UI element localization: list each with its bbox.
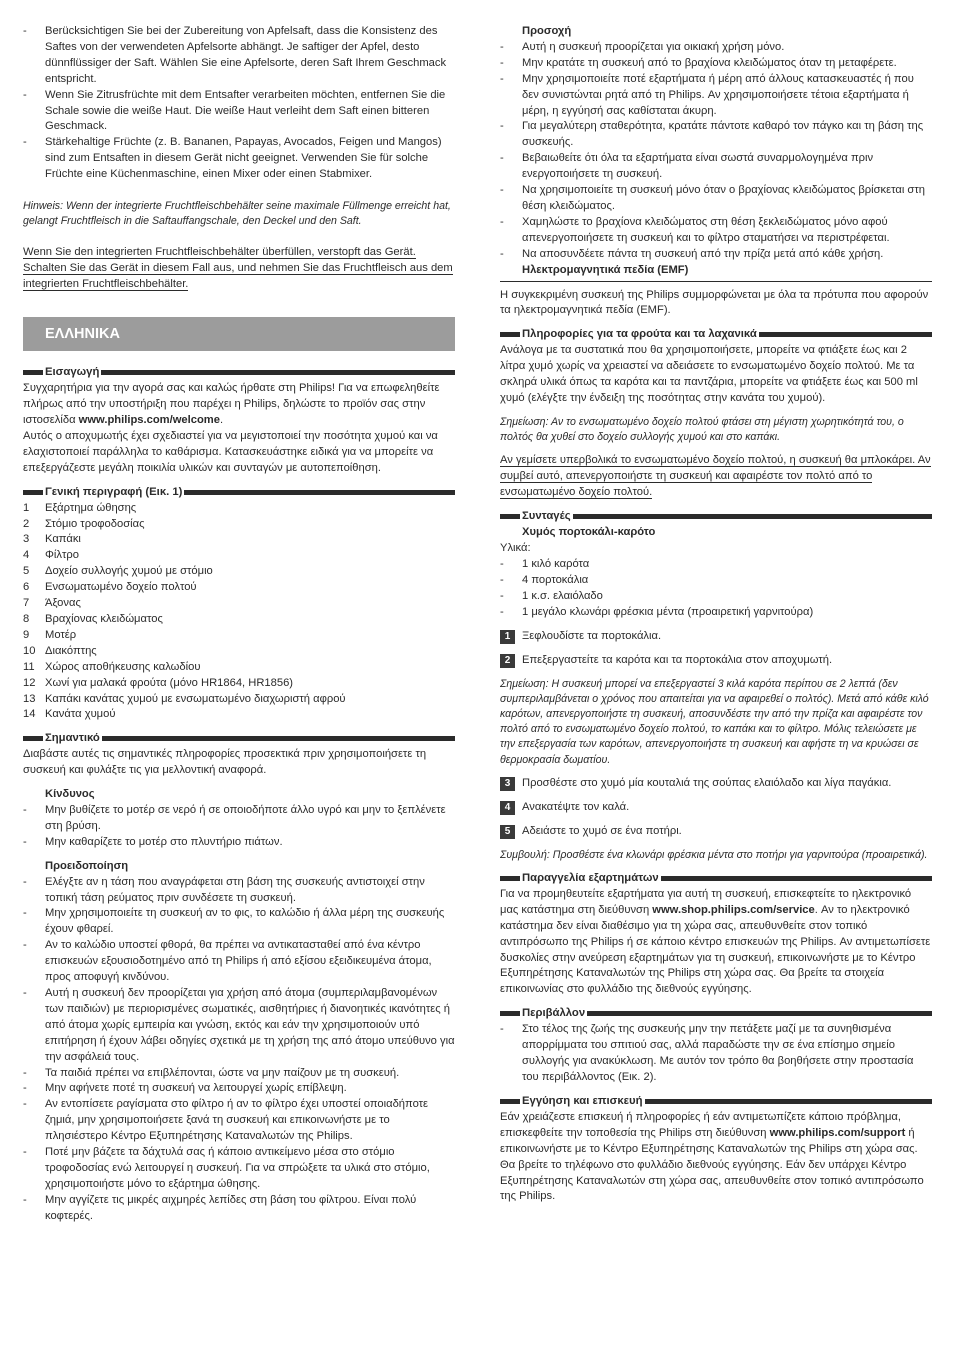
- section-heading-guarantee: Εγγύηση και επισκευή: [500, 1094, 932, 1110]
- parts-list-item: 10 Διακόπτης: [23, 644, 97, 657]
- section-heading-general: Γενική περιγραφή (Εικ. 1): [23, 485, 455, 501]
- language-banner: ΕΛΛΗΝΙΚΑ: [23, 317, 455, 351]
- section-heading-intro: Εισαγωγή: [23, 365, 455, 381]
- recipe-step-2: 2 Επεξεργαστείτε τα καρότα και τα πορτοκάλια στον αποχυμωτή.: [500, 653, 932, 669]
- caution-item: - Μην κρατάτε τη συσκευή από το βραχίονα κλειδώματος όταν τη μεταφέρετε.: [500, 56, 932, 72]
- fruit-paragraph: Ανάλογα με τα συστατικά που θα χρησιμοποιήσετε, μπορείτε να φτιάξετε έως και 2 λίτρα χυμό χωρίς να χρειαστεί να αδειάσετε το ενσωματωμένο δοχείο πολτού. Με τα σκληρά υλικά όπως τα καρότα και τα παντζάρια, μπορείτε να φτιάξετε έως και 500 ml χυμό (ελέγξτε την ένδειξη της ποσότητας στην κανάτα του χυμού).: [500, 344, 918, 405]
- caution-item: - Για μεγαλύτερη σταθερότητα, κρατάτε πάντοτε καθαρό τον πάγκο και τη βάση της συσκευής.: [500, 119, 932, 151]
- step-number-badge: 4: [500, 801, 515, 815]
- caution-item: - Αυτή η συσκευή προορίζεται για οικιακή χρήση μόνο.: [500, 40, 932, 56]
- german-bullet: - Berücksichtigen Sie bei der Zubereitung von Apfelsaft, dass die Konsistenz des Saftes von der verwendeten Apfelsorte abhängt. Je saftiger der Apfel, desto dünnflüssiger der Saft. Wählen Sie eine Apfelsorte, deren Saft Ihrem Geschmack entspricht.: [23, 24, 455, 88]
- caution-title: Προσοχή: [522, 25, 572, 37]
- left-column: [23, 24, 455, 1225]
- parts-list-item: 13 Καπάκι κανάτας χυμού με ενσωματωμένο διαχωριστή αφρού: [23, 692, 346, 705]
- section-heading-accessories: Παραγγελία εξαρτημάτων: [500, 871, 932, 887]
- parts-list-item: 11 Χώρος αποθήκευσης καλωδίου: [23, 660, 201, 673]
- warning-item: - Τα παιδιά πρέπει να επιβλέπονται, ώστε να μην παίζουν με τη συσκευή.: [23, 1066, 455, 1082]
- guarantee-paragraph: Εάν χρειάζεστε επισκευή ή πληροφορίες ή εάν αντιμετωπίζετε κάποιο πρόβλημα, επισκεφθείτε την τοποθεσία της Philips στη διεύθυνση www.philips.com/support ή επικοινωνήστε με το Κέντρο Εξυπηρέτησης Καταναλωτών της Philips στη χώρα σας. Θα βρείτε το τηλέφωνο στο φυλλάδιο διεθνούς εγγύησης. Εάν δεν υπάρχει Κέντρο Εξυπηρέτησης Καταναλωτών στη χώρα σας, απευθυνθείτε στον τοπικό αντιπρόσωπο της Philips.: [500, 1110, 924, 1203]
- ingredient-item: - 1 μεγάλο κλωνάρι φρέσκια μέντα (προαιρετική γαρνιτούρα): [500, 605, 932, 621]
- warning-item: - Μην χρησιμοποιείτε τη συσκευή αν το φις, το καλώδιο ή άλλα μέρη της συσκευής έχουν φθαρεί.: [23, 906, 455, 938]
- recipe-step-1: 1 Ξεφλουδίστε τα πορτοκάλια.: [500, 629, 932, 645]
- accessories-paragraph: Για να προμηθευτείτε εξαρτήματα για αυτή τη συσκευή, επισκεφτείτε το ηλεκτρονικό μας κατάστημα στη διεύθυνση www.shop.philips.com/service. Αν το ηλεκτρονικό κατάστημα δεν είναι διαθέσιμο για τη χώρα σας, απευθυνθείτε στον τοπικό αντιπρόσωπο της Philips ή σε κάποιο κέντρο επισκευών της Philips. Αν αντιμετωπίσετε δυσκολίες στην ανεύρεση εξαρτημάτων για τη συσκευή, επικοινωνήστε με το Κέντρο Εξυπηρέτησης Καταναλωτών της Philips στη χώρα σας. Θα βρείτε τα στοιχεία επικοινωνίας στο φυλλάδιο της διεθνούς εγγύησης.: [500, 887, 931, 996]
- danger-item: - Μην καθαρίζετε το μοτέρ στο πλυντήριο πιάτων.: [23, 835, 455, 851]
- ingredient-item: - 1 κ.σ. ελαιόλαδο: [500, 589, 932, 605]
- german-warning: Wenn Sie den integrierten Fruchtfleischbehälter überfüllen, verstopft das Gerät. Schalten Sie das Gerät in diesem Fall aus, und nehmen Sie das Fruchtfleisch aus dem integrierten Fruchtfleischbehälter.: [23, 246, 453, 291]
- german-bullet: - Stärkehaltige Früchte (z. B. Bananen, Papayas, Avocados, Feigen und Mangos) sind zum Entsaften in diesem Gerät nicht geeignet. Verwenden Sie für solche Früchte eine Küchenmaschine, einen Mixer oder einen Stabmixer.: [23, 135, 455, 183]
- recipe-note: Σημείωση: Η συσκευή μπορεί να επεξεργαστεί 3 κιλά καρότα περίπου σε 2 λεπτά (δεν συμπεριλαμβάνεται ο χρόνος που απαιτείται για να αφαιρεθεί ο πολτός). Μετά από κάθε κιλό καρότων, απενεργοποιήστε τη συσκευή, αποσυνδέστε την από την πρίζα και αφαιρέστε τον πολτό από το ενσωματωμένο δοχείο πολτού, το καπάκι και το φίλτρο. Μόλις τελειώσετε με την επεξεργασία των καρότων, απενεργοποιήστε τη συσκευή και αφήστε τη να κρυώσει σε θερμοκρασία δωματίου.: [500, 677, 929, 766]
- parts-list-item: 12 Χωνί για μαλακά φρούτα (μόνο HR1864, HR1856): [23, 676, 294, 689]
- caution-item: - Χαμηλώστε το βραχίονα κλειδώματος στη θέση ξεκλειδώματος μόνο αφού απενεργοποιήσετε τη συσκευή και το φίλτρο σταματήσει να περιστρέφεται.: [500, 215, 932, 247]
- warning-item: - Ποτέ μην βάζετε τα δάχτυλά σας ή κάποιο αντικείμενο μέσα στο στόμιο τροφοδοσίας ενώ λειτουργεί η συσκευή. Για να σπρώξετε τα υλικά στο στόμιο, χρησιμοποιήστε μόνο το εξάρτημα ώθησης.: [23, 1145, 455, 1193]
- shop-link[interactable]: www.shop.philips.com/service: [652, 903, 815, 916]
- warning-item: - Ελέγξτε αν η τάση που αναγράφεται στη βάση της συσκευής αντιστοιχεί στην τοπική τάση ρεύματος πριν συνδέσετε τη συσκευή.: [23, 875, 455, 907]
- parts-list-item: 1 Εξάρτημα ώθησης: [23, 501, 137, 514]
- caution-item: - Να αποσυνδέετε πάντα τη συσκευή από την πρίζα μετά από κάθε χρήση.: [500, 247, 932, 263]
- parts-list-item: 7 Άξονας: [23, 597, 81, 610]
- section-heading-recipes: Συνταγές: [500, 509, 932, 525]
- intro-paragraph-2: Αυτός ο αποχυμωτής έχει σχεδιαστεί για να μεγιστοποιεί την ποσότητα χυμού και να ελαχιστοποιεί παράλληλα το καθάρισμα. Κατασκευάστηκε ειδικά για να μπορείτε να επεξεργάζεστε μεγάλη ποικιλία υλικών και συνταγών με αυτοπεποίθηση.: [23, 429, 438, 474]
- right-column: [500, 24, 932, 1205]
- recipe-title: Χυμός πορτοκάλι-καρότο: [522, 526, 656, 539]
- warning-item: - Μην αγγίζετε τις μικρές αιχμηρές λεπίδες στη βάση του φίλτρου. Είναι πολύ κοφτερές.: [23, 1193, 455, 1225]
- ingredient-item: - 4 πορτοκάλια: [500, 573, 932, 589]
- warning-item: - Αν εντοπίσετε ραγίσματα στο φίλτρο ή αν το φίλτρο έχει υποστεί οποιαδήποτε ζημιά, μην χρησιμοποιήσετε ξανά τη συσκευή και επικοινωνήστε με το πλησιέστερο Κέντρο Εξυπηρέτησης Καταναλωτών της Philips.: [23, 1097, 455, 1145]
- parts-list-item: 5 Δοχείο συλλογής χυμού με στόμιο: [23, 565, 213, 578]
- recipe-step-4: 4 Ανακατέψτε τον καλά.: [500, 800, 932, 816]
- emf-paragraph: Η συγκεκριμένη συσκευή της Philips συμμορφώνεται με όλα τα πρότυπα που αφορούν τα ηλεκτρομαγνητικά πεδία (EMF).: [500, 288, 929, 317]
- important-intro: Διαβάστε αυτές τις σημαντικές πληροφορίες προσεκτικά πριν χρησιμοποιήσετε τη συσκευή και φυλάξτε τις για μελλοντική αναφορά.: [23, 748, 427, 777]
- recipe-tip: Συμβουλή: Προσθέστε ένα κλωνάρι φρέσκια μέντα στο ποτήρι για γαρνιτούρα (προαιρετικά).: [500, 848, 928, 861]
- german-bullet-list: [23, 24, 455, 183]
- caution-item: - Μην χρησιμοποιείτε ποτέ εξαρτήματα ή μέρη από άλλους κατασκευαστές ή που δεν συνιστώνται ρητά από τη Philips. Αν χρησιμοποιήσετε τέτοια εξαρτήματα ή μέρη, η εγγύησή σας καθίσταται άκυρη.: [500, 72, 932, 120]
- parts-list-item: 9 Μοτέρ: [23, 628, 77, 641]
- german-bullet: - Wenn Sie Zitrusfrüchte mit dem Entsafter verarbeiten möchten, entfernen Sie die Schale sowie die weiße Haut. Die weiße Haut verleiht dem Saft einen bitteren Geschmack.: [23, 88, 455, 136]
- welcome-link[interactable]: www.philips.com/welcome: [78, 414, 220, 426]
- warning-item: - Αυτή η συσκευή δεν προορίζεται για χρήση από άτομα (συμπεριλαμβανομένων των παιδιών) με περιορισμένες σωματικές, αισθητήριες ή διανοητικές ικανότητες ή από άτομα χωρίς εμπειρία και γνώση, εκτός και εάν την χρησιμοποιούν υπό επιτήρηση ή έχουν λάβει οδηγίες σχετικά με τη χρήση της από άτομο υπεύθυνο για την ασφάλειά τους.: [23, 986, 455, 1066]
- section-heading-fruit: Πληροφορίες για τα φρούτα και τα λαχανικά: [500, 327, 932, 343]
- intro-paragraph: Συγχαρητήρια για την αγορά σας και καλώς ήρθατε στη Philips! Για να επωφεληθείτε πλήρως από την υποστήριξη που παρέχει η Philips, δηλώστε το προϊόν σας στην ιστοσελίδα www.philips.com/welcome.: [23, 382, 440, 426]
- caution-item: - Να χρησιμοποιείτε τη συσκευή μόνο όταν ο βραχίονας κλειδώματος βρίσκεται στη θέση κλειδώματος.: [500, 183, 932, 215]
- support-link[interactable]: www.philips.com/support: [769, 1126, 906, 1139]
- ingredient-item: - 1 κιλό καρότα: [500, 557, 932, 573]
- parts-list-item: 14 Κανάτα χυμού: [23, 708, 116, 721]
- recipe-step-5: 5 Αδειάστε το χυμό σε ένα ποτήρι.: [500, 824, 932, 840]
- danger-item: - Μην βυθίζετε το μοτέρ σε νερό ή σε οποιοδήποτε άλλο υγρό και μην το ξεπλένετε στη βρύση.: [23, 803, 455, 835]
- step-number-badge: 5: [500, 825, 515, 839]
- step-number-badge: 2: [500, 654, 515, 668]
- environment-item: - Στο τέλος της ζωής της συσκευής μην την πετάξετε μαζί με τα συνηθισμένα απορρίμματα του σπιτιού σας, αλλά παραδώστε την σε ένα επίσημο σημείο συλλογής για ανακύκλωση. Με αυτόν τον τρόπο θα βοηθήσετε στην προστασία του περιβάλλοντος (Εικ. 2).: [500, 1022, 932, 1086]
- german-hint: Hinweis: Wenn der integrierte Fruchtfleischbehälter seine maximale Füllmenge erreicht hat, gelangt Fruchtfleisch in die Saftauffangschale, den Deckel und den Saft.: [23, 200, 451, 228]
- parts-list: [23, 501, 455, 724]
- parts-list-item: 6 Ενσωματωμένο δοχείο πολτού: [23, 581, 197, 594]
- recipe-step-3: 3 Προσθέστε στο χυμό μία κουταλιά της σούπας ελαιόλαδο και λίγα παγάκια.: [500, 776, 932, 792]
- warning-item: - Αν το καλώδιο υποστεί φθορά, θα πρέπει να αντικατασταθεί από ένα κέντρο επισκευών εξουσιοδοτημένο από τη Philips ή από εξίσου εξειδικευμένα άτομα, προς αποφυγή κινδύνου.: [23, 938, 455, 986]
- step-number-badge: 1: [500, 630, 515, 644]
- parts-list-item: 4 Φίλτρο: [23, 549, 80, 562]
- parts-list-item: 2 Στόμιο τροφοδοσίας: [23, 517, 145, 530]
- fruit-warning: Αν γεμίσετε υπερβολικά το ενσωματωμένο δοχείο πολτού, η συσκευή θα μπλοκάρει. Αν συμβεί αυτό, απενεργοποιήστε τη συσκευή και αφαιρέστε τον πολτό από το ενσωματωμένο δοχείο πολτού.: [500, 454, 931, 499]
- parts-list-item: 3 Καπάκι: [23, 533, 81, 546]
- caution-item: - Βεβαιωθείτε ότι όλα τα εξαρτήματα είναι σωστά συναρμολογημένα πριν ενεργοποιήσετε τη συσκευή.: [500, 151, 932, 183]
- fruit-note: Σημείωση: Αν το ενσωματωμένο δοχείο πολτού φτάσει στη μέγιστη χωρητικότητά του, ο πολτός θα χυθεί στο δοχείο συλλογής χυμού και στο καπάκι.: [500, 415, 904, 444]
- warning-item: - Μην αφήνετε ποτέ τη συσκευή να λειτουργεί χωρίς επίβλεψη.: [23, 1081, 455, 1097]
- step-number-badge: 3: [500, 777, 515, 791]
- ingredients-label: Υλικά:: [500, 541, 531, 554]
- section-heading-important: Σημαντικό: [23, 731, 455, 747]
- danger-title: Κίνδυνος: [45, 788, 95, 801]
- emf-title: Ηλεκτρομαγνητικά πεδία (EMF): [500, 263, 932, 282]
- section-heading-environment: Περιβάλλον: [500, 1006, 932, 1022]
- warning-title: Προειδοποίηση: [45, 859, 129, 872]
- parts-list-item: 8 Βραχίονας κλειδώματος: [23, 612, 163, 625]
